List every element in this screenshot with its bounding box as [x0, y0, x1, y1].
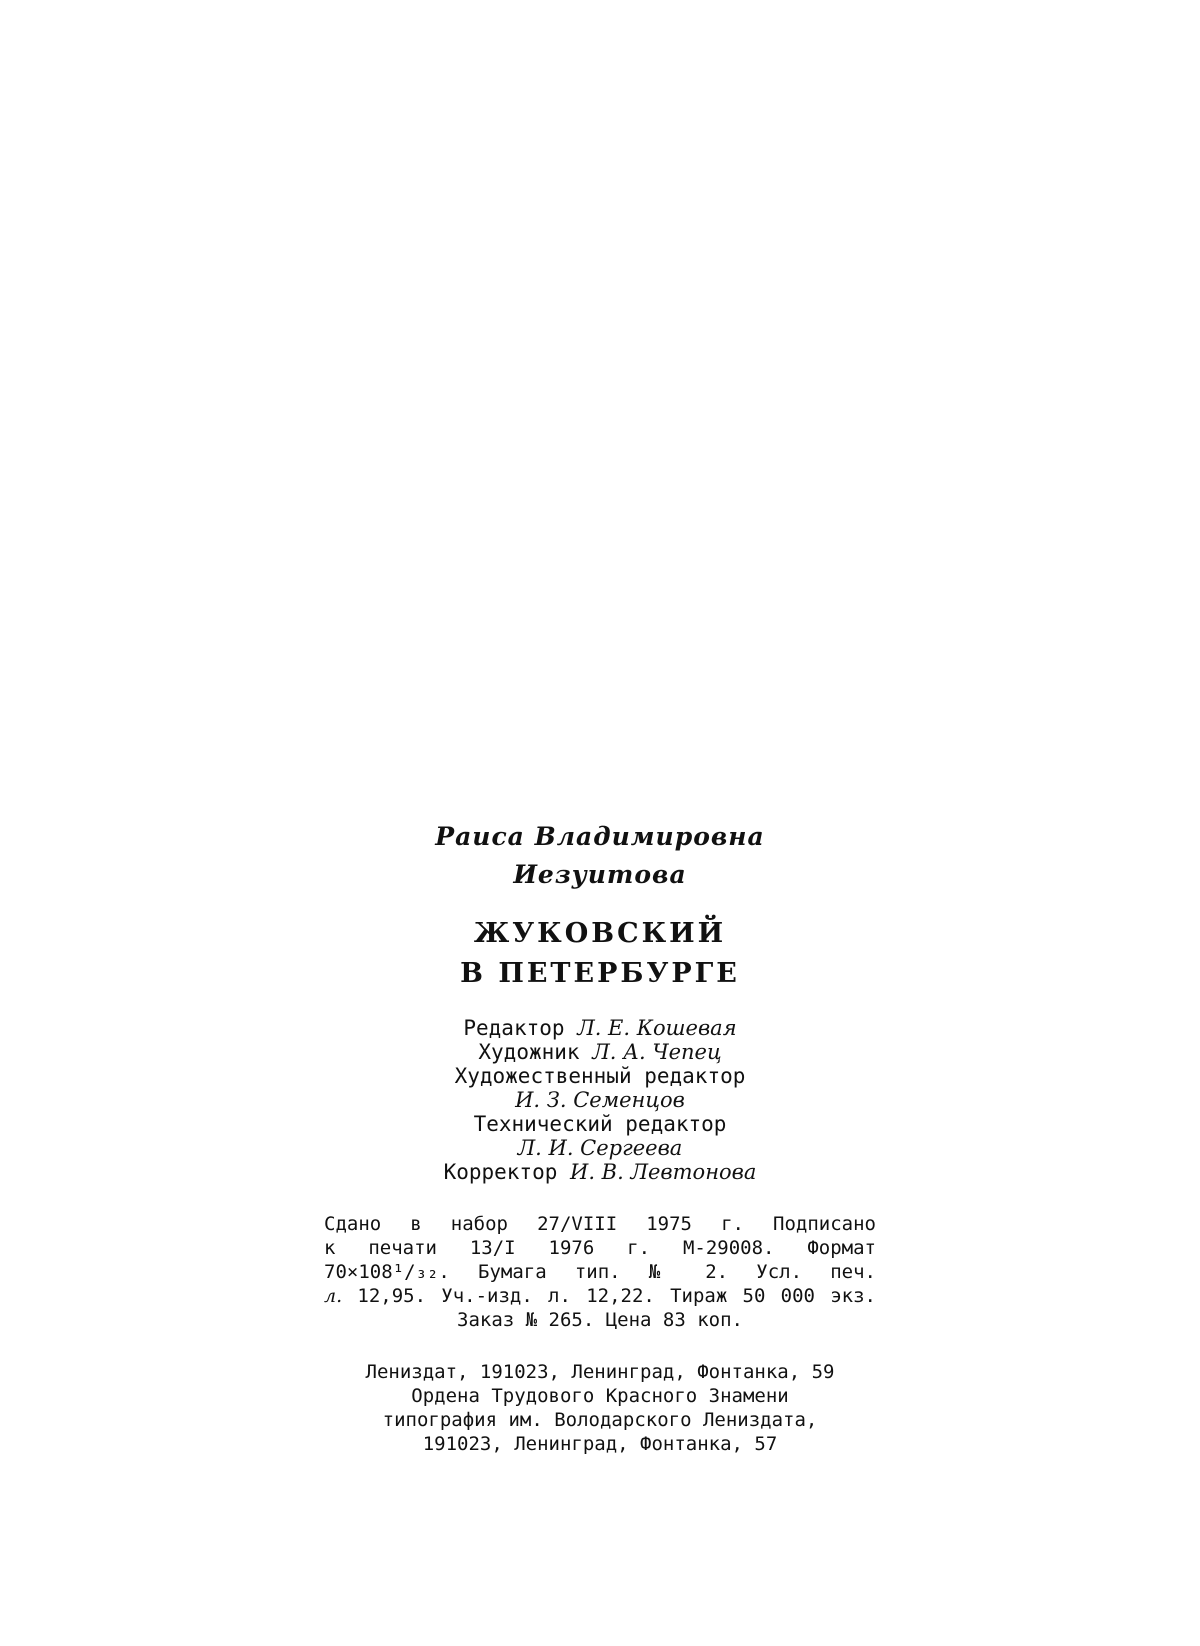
publisher-address	[320, 1360, 880, 1456]
tech-editor-label: Технический редактор	[473, 1112, 727, 1136]
imprint-line-4	[324, 1284, 876, 1308]
press-line-2: Ордена Трудового Красного Знамени	[411, 1385, 789, 1407]
press-line-4: 191023, Ленинград, Фонтанка, 57	[422, 1433, 778, 1455]
credit-corrector	[0, 1160, 1200, 1184]
credit-editor	[0, 1016, 1200, 1040]
credit-artist	[0, 1040, 1200, 1064]
staff-credits	[0, 1016, 1200, 1184]
print-imprint	[324, 1212, 876, 1332]
art-editor-label: Художественный редактор	[454, 1064, 746, 1088]
author-first-name: Раиса Владимировна	[435, 822, 765, 851]
editor-name: Л. Е. Кошевая	[577, 1016, 737, 1040]
tech-editor-name: Л. И. Сергеева	[517, 1136, 683, 1160]
editor-label: Редактор	[463, 1016, 565, 1040]
artist-name: Л. А. Чепец	[592, 1040, 722, 1064]
corrector-label: Корректор	[443, 1160, 558, 1184]
author-name	[0, 818, 1200, 894]
book-title-line-2: В ПЕТЕРБУРГЕ	[460, 958, 740, 989]
art-editor-name: И. З. Семенцов	[515, 1088, 685, 1112]
corrector-name: И. В. Левтонова	[570, 1160, 757, 1184]
artist-label: Художник	[478, 1040, 580, 1064]
book-title-line-1: ЖУКОВСКИЙ	[473, 918, 727, 949]
imprint-line-5: Заказ № 265. Цена 83 коп.	[457, 1309, 743, 1331]
imprint-line-4-text: 12,95. Уч.-изд. л. 12,22. Тираж 50 000 экз.	[357, 1285, 876, 1307]
imprint-line-2: к печати 13/I 1976 г. М-29008. Формат	[324, 1237, 876, 1259]
book-title	[0, 914, 1200, 994]
imprint-line-3: 70×108¹/₃₂. Бумага тип. № 2. Усл. печ.	[324, 1261, 876, 1283]
colophon-block	[0, 818, 1200, 1456]
press-line-3: типография им. Володарского Лениздата,	[382, 1409, 818, 1431]
press-line-1: Лениздат, 191023, Ленинград, Фонтанка, 59	[365, 1361, 835, 1383]
imprint-line-1: Сдано в набор 27/VIII 1975 г. Подписано	[324, 1213, 876, 1235]
author-surname: Иезуитова	[513, 860, 687, 889]
imprint-line-4-prefix: л.	[324, 1285, 343, 1307]
